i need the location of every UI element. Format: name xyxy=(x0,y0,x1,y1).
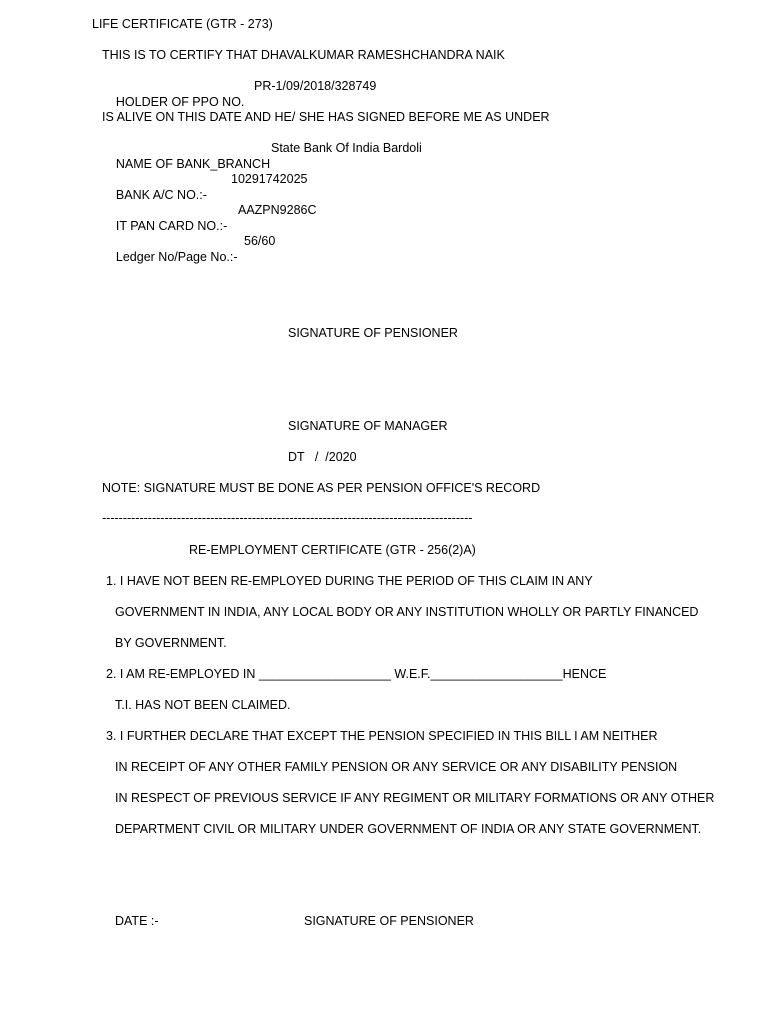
item1-line3: BY GOVERNMENT. xyxy=(115,636,227,650)
item1-line2: GOVERNMENT IN INDIA, ANY LOCAL BODY OR ANY INSTITUTION WHOLLY OR PARTLY FINANCED xyxy=(115,605,699,619)
final-pensioner-signature-label: SIGNATURE OF PENSIONER xyxy=(304,914,474,928)
signature-note: NOTE: SIGNATURE MUST BE DONE AS PER PENSION OFFICE'S RECORD xyxy=(102,481,541,495)
item1-line1: 1. I HAVE NOT BEEN RE-EMPLOYED DURING THE PERIOD OF THIS CLAIM IN ANY xyxy=(106,574,593,588)
re-employment-title: RE-EMPLOYMENT CERTIFICATE (GTR - 256(2)A) xyxy=(189,543,476,557)
ppo-value: PR-1/09/2018/328749 xyxy=(254,79,377,93)
item3-line3: IN RESPECT OF PREVIOUS SERVICE IF ANY REGIMENT OR MILITARY FORMATIONS OR ANY OTHER xyxy=(115,791,715,805)
pensioner-signature-label: SIGNATURE OF PENSIONER xyxy=(288,326,458,340)
item3-line1: 3. I FURTHER DECLARE THAT EXCEPT THE PENSION SPECIFIED IN THIS BILL I AM NEITHER xyxy=(106,729,658,743)
bank-label: NAME OF BANK_BRANCH xyxy=(115,157,271,171)
account-label: BANK A/C NO.:- xyxy=(115,188,207,202)
bank-value: State Bank Of India Bardoli xyxy=(271,141,422,155)
item2-line1: 2. I AM RE-EMPLOYED IN ___________________ W.E.F.___________________HENCE xyxy=(106,667,607,681)
life-certificate-title: LIFE CERTIFICATE (GTR - 273) xyxy=(92,17,273,31)
account-value: 10291742025 xyxy=(231,172,308,186)
ledger-value: 56/60 xyxy=(244,234,276,248)
pan-value: AAZPN9286C xyxy=(238,203,317,217)
manager-date-line: DT / /2020 xyxy=(288,450,357,464)
item2-line2: T.I. HAS NOT BEEN CLAIMED. xyxy=(115,698,291,712)
certify-line: THIS IS TO CERTIFY THAT DHAVALKUMAR RAMESHCHANDRA NAIK xyxy=(102,48,505,62)
ppo-label: HOLDER OF PPO NO. xyxy=(115,95,245,109)
item3-line4: DEPARTMENT CIVIL OR MILITARY UNDER GOVERNMENT OF INDIA OR ANY STATE GOVERNMENT. xyxy=(115,822,702,836)
date-label: DATE :- xyxy=(115,914,159,928)
pan-label: IT PAN CARD NO.:- xyxy=(115,219,228,233)
section-separator: ----------------------------------------------------------------------------------------- xyxy=(102,511,473,525)
alive-line: IS ALIVE ON THIS DATE AND HE/ SHE HAS SIGNED BEFORE ME AS UNDER xyxy=(102,110,550,124)
manager-signature-label: SIGNATURE OF MANAGER xyxy=(288,419,448,433)
item3-line2: IN RECEIPT OF ANY OTHER FAMILY PENSION OR ANY SERVICE OR ANY DISABILITY PENSION xyxy=(115,760,678,774)
ledger-label: Ledger No/Page No.:- xyxy=(115,250,238,264)
ledger-row xyxy=(102,233,276,297)
